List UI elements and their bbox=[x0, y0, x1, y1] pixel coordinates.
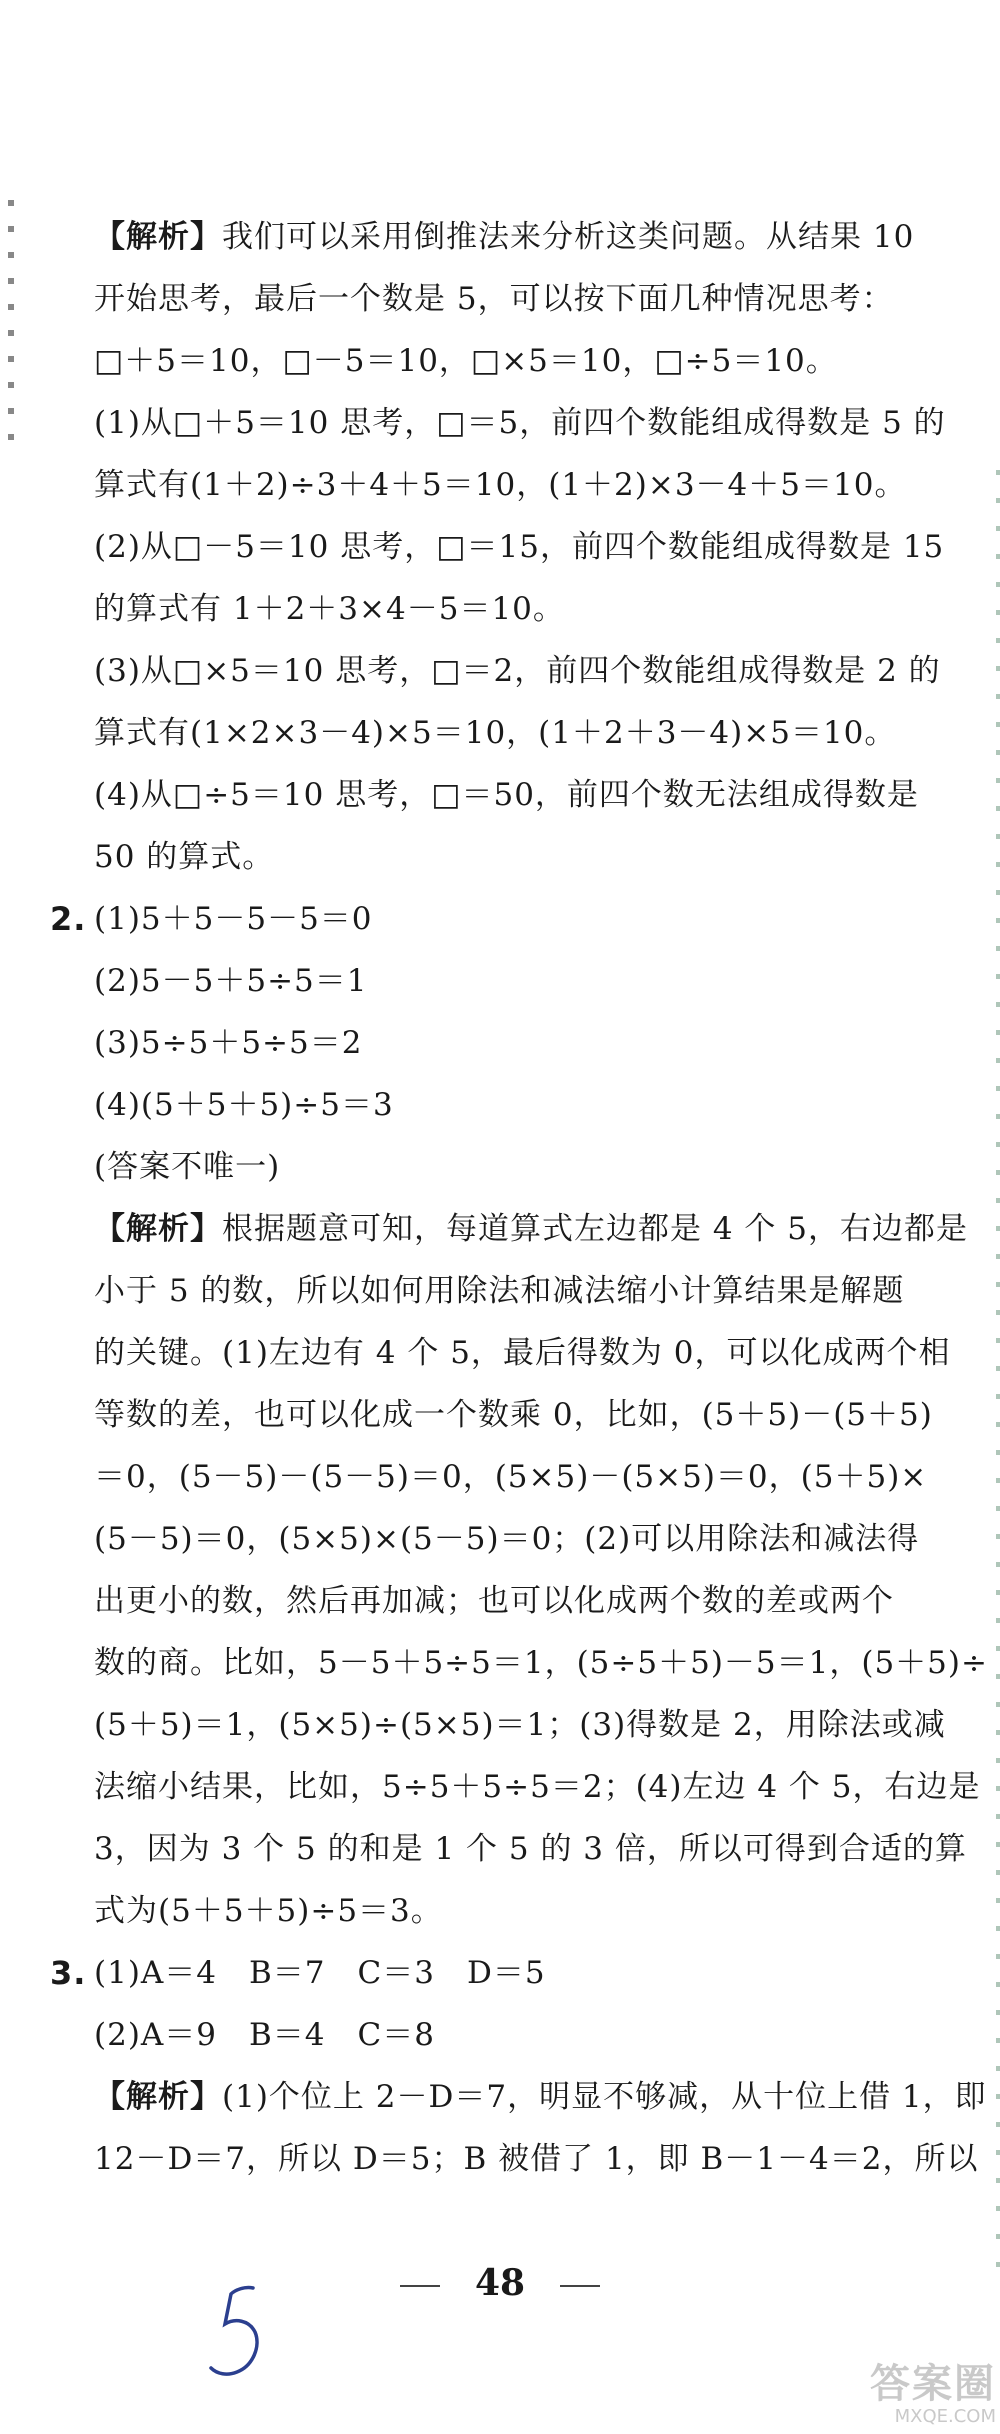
text-line bbox=[86, 2004, 946, 2066]
line-text: (2)5－5＋5÷5＝1 bbox=[94, 963, 368, 999]
text-line bbox=[86, 578, 946, 640]
text-line bbox=[86, 1756, 981, 1818]
text-line bbox=[86, 1012, 946, 1074]
page-number: 48 bbox=[474, 2262, 526, 2304]
line-text: (4)(5＋5＋5)÷5＝3 bbox=[94, 1087, 394, 1123]
question-2 bbox=[50, 888, 988, 1942]
text-line bbox=[86, 454, 946, 516]
text-line bbox=[86, 640, 946, 702]
page-edge-marks bbox=[996, 470, 1000, 2290]
line-text: 数的商。比如，5－5＋5÷5＝1，(5÷5＋5)－5＝1，(5＋5)÷ bbox=[94, 1645, 988, 1681]
handwritten-mark bbox=[205, 2280, 275, 2390]
line-text: 法缩小结果，比如，5÷5＋5÷5＝2；(4)左边 4 个 5，右边是 bbox=[94, 1769, 981, 1805]
footer-rule-left bbox=[400, 2285, 440, 2287]
text-line bbox=[86, 1136, 946, 1198]
text-line bbox=[86, 330, 946, 392]
text-line bbox=[86, 1322, 951, 1384]
text-line bbox=[50, 1942, 946, 2004]
text-line bbox=[86, 702, 946, 764]
line-text: (4)从□÷5＝10 思考，□＝50，前四个数无法组成得数是 bbox=[94, 777, 919, 813]
text-line bbox=[86, 516, 946, 578]
analysis-tag: 【解析】 bbox=[94, 1211, 222, 1247]
page-footer bbox=[0, 2262, 1000, 2304]
line-text: 小于 5 的数，所以如何用除法和减法缩小计算结果是解题 bbox=[94, 1273, 905, 1309]
line-text: 的关键。(1)左边有 4 个 5，最后得数为 0，可以化成两个相 bbox=[94, 1335, 951, 1371]
text-line bbox=[86, 1880, 946, 1942]
text-line bbox=[86, 1818, 967, 1880]
text-line bbox=[86, 392, 946, 454]
binding-margin-marks bbox=[8, 200, 14, 450]
text-line bbox=[86, 2128, 979, 2190]
analysis-tag: 【解析】 bbox=[94, 219, 222, 255]
text-line bbox=[86, 1198, 969, 1260]
question-3 bbox=[50, 1942, 987, 2190]
line-text: (2)从□－5＝10 思考，□＝15，前四个数能组成得数是 15 bbox=[94, 529, 945, 565]
line-text: (3)从□×5＝10 思考，□＝2，前四个数能组成得数是 2 的 bbox=[94, 653, 941, 689]
watermark-logo bbox=[846, 2362, 996, 2432]
line-text: 出更小的数，然后再加减；也可以化成两个数的差或两个 bbox=[94, 1583, 894, 1619]
line-text: (2)A＝9 B＝4 C＝8 bbox=[94, 2017, 435, 2053]
line-text: (5－5)＝0，(5×5)×(5－5)＝0；(2)可以用除法和减法得 bbox=[94, 1521, 920, 1557]
text-line bbox=[86, 1446, 946, 1508]
line-text: 3，因为 3 个 5 的和是 1 个 5 的 3 倍，所以可得到合适的算 bbox=[94, 1831, 967, 1867]
line-text: 根据题意可知，每道算式左边都是 4 个 5，右边都是 bbox=[222, 1211, 969, 1247]
line-text: 式为(5＋5＋5)÷5＝3。 bbox=[94, 1893, 443, 1929]
line-text: 等数的差，也可以化成一个数乘 0，比如，(5＋5)－(5＋5) bbox=[94, 1397, 933, 1433]
footer-rule-right bbox=[560, 2285, 600, 2287]
text-line bbox=[50, 888, 946, 950]
text-line bbox=[86, 268, 946, 330]
line-text: □＋5＝10，□－5＝10，□×5＝10，□÷5＝10。 bbox=[94, 343, 838, 379]
line-text: 算式有(1＋2)÷3＋4＋5＝10，(1＋2)×3－4＋5＝10。 bbox=[94, 467, 907, 503]
line-text: 算式有(1×2×3－4)×5＝10，(1＋2＋3－4)×5＝10。 bbox=[94, 715, 897, 751]
text-line bbox=[86, 1632, 988, 1694]
watermark-url: MXQE.COM bbox=[894, 2406, 996, 2427]
line-text: 12－D＝7，所以 D＝5；B 被借了 1，即 B－1－4＝2，所以 bbox=[94, 2141, 979, 2177]
line-text: (1)A＝4 B＝7 C＝3 D＝5 bbox=[94, 1955, 546, 1991]
line-text: (1)个位上 2－D＝7，明显不够减，从十位上借 1，即 bbox=[222, 2079, 987, 2115]
text-line bbox=[86, 2066, 987, 2128]
analysis-tag: 【解析】 bbox=[94, 2079, 222, 2115]
text-line bbox=[86, 1074, 946, 1136]
watermark-title: 答案圈 bbox=[870, 2361, 996, 2407]
line-text: (5＋5)＝1，(5×5)÷(5×5)＝1；(3)得数是 2，用除法或减 bbox=[94, 1707, 946, 1743]
answer-content bbox=[50, 206, 988, 2190]
line-text: 50 的算式。 bbox=[94, 839, 275, 875]
text-line bbox=[86, 1508, 946, 1570]
text-line bbox=[86, 1570, 946, 1632]
analysis-section-1 bbox=[86, 206, 946, 888]
question-number: 2. bbox=[50, 900, 87, 938]
text-line bbox=[86, 764, 946, 826]
line-text: (3)5÷5＋5÷5＝2 bbox=[94, 1025, 363, 1061]
line-text: 的算式有 1＋2＋3×4－5＝10。 bbox=[94, 591, 565, 627]
line-text: ＝0，(5－5)－(5－5)＝0，(5×5)－(5×5)＝0，(5＋5)× bbox=[94, 1459, 928, 1495]
text-line bbox=[86, 1694, 946, 1756]
line-text: 我们可以采用倒推法来分析这类问题。从结果 10 bbox=[222, 219, 915, 255]
text-line bbox=[86, 950, 946, 1012]
line-text: (1)5＋5－5－5＝0 bbox=[94, 901, 373, 937]
line-text: 开始思考，最后一个数是 5，可以按下面几种情况思考： bbox=[94, 281, 894, 317]
question-number: 3. bbox=[50, 1954, 87, 1992]
line-text: (答案不唯一) bbox=[94, 1149, 281, 1185]
text-line bbox=[86, 1384, 946, 1446]
text-line bbox=[86, 826, 946, 888]
line-text: (1)从□＋5＝10 思考，□＝5，前四个数能组成得数是 5 的 bbox=[94, 405, 946, 441]
text-line bbox=[86, 206, 946, 268]
text-line bbox=[86, 1260, 946, 1322]
